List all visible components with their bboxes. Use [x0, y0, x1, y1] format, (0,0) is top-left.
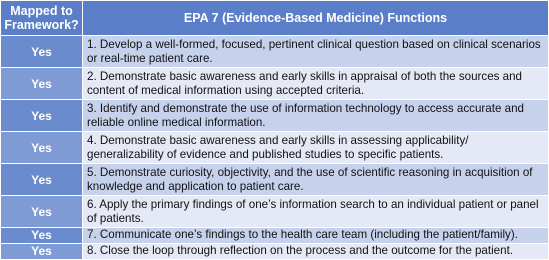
mapped-cell: Yes	[1, 244, 82, 259]
table-row	[1, 164, 548, 195]
table-row	[1, 196, 548, 227]
table-row	[1, 132, 548, 163]
table-row	[1, 100, 548, 131]
function-cell: 4. Demonstrate basic awareness and early skills in assessing applicability/ generalizability of evidence and published studies to specific patients.	[83, 132, 548, 163]
mapped-cell: Yes	[1, 196, 82, 227]
header-mapped-to-framework	[1, 1, 82, 35]
function-cell: 8. Close the loop through reflection on the process and the outcome for the patient.	[83, 244, 548, 259]
table-header-row	[1, 1, 548, 35]
mapped-cell: Yes	[1, 132, 82, 163]
function-cell: 3. Identify and demonstrate the use of information technology to access accurate and reliable online medical information.	[83, 100, 548, 131]
function-cell: 5. Demonstrate curiosity, objectivity, and the use of scientific reasoning in acquisition of knowledge and application to patient care.	[83, 164, 548, 195]
header-functions-label: EPA 7 (Evidence-Based Medicine) Functions	[183, 11, 448, 25]
header-epa7-functions	[83, 1, 548, 35]
function-cell: 7. Communicate one’s findings to the health care team (including the patient/family).	[83, 228, 548, 243]
mapped-cell: Yes	[1, 68, 82, 99]
table-row	[1, 228, 548, 243]
function-cell: 1. Develop a well-formed, focused, pertinent clinical question based on clinical scenarios or real-time patient care.	[83, 36, 548, 67]
function-cell: 2. Demonstrate basic awareness and early skills in appraisal of both the sources and content of medical information using accepted criteria.	[83, 68, 548, 99]
mapped-cell: Yes	[1, 164, 82, 195]
header-mapped-label: Mapped to Framework?	[4, 4, 79, 32]
table-row	[1, 68, 548, 99]
mapped-cell: Yes	[1, 228, 82, 243]
table-row	[1, 244, 548, 259]
function-cell: 6. Apply the primary findings of one’s information search to an individual patient or panel of patients.	[83, 196, 548, 227]
mapped-cell: Yes	[1, 36, 82, 67]
mapped-cell: Yes	[1, 100, 82, 131]
table-row	[1, 36, 548, 67]
